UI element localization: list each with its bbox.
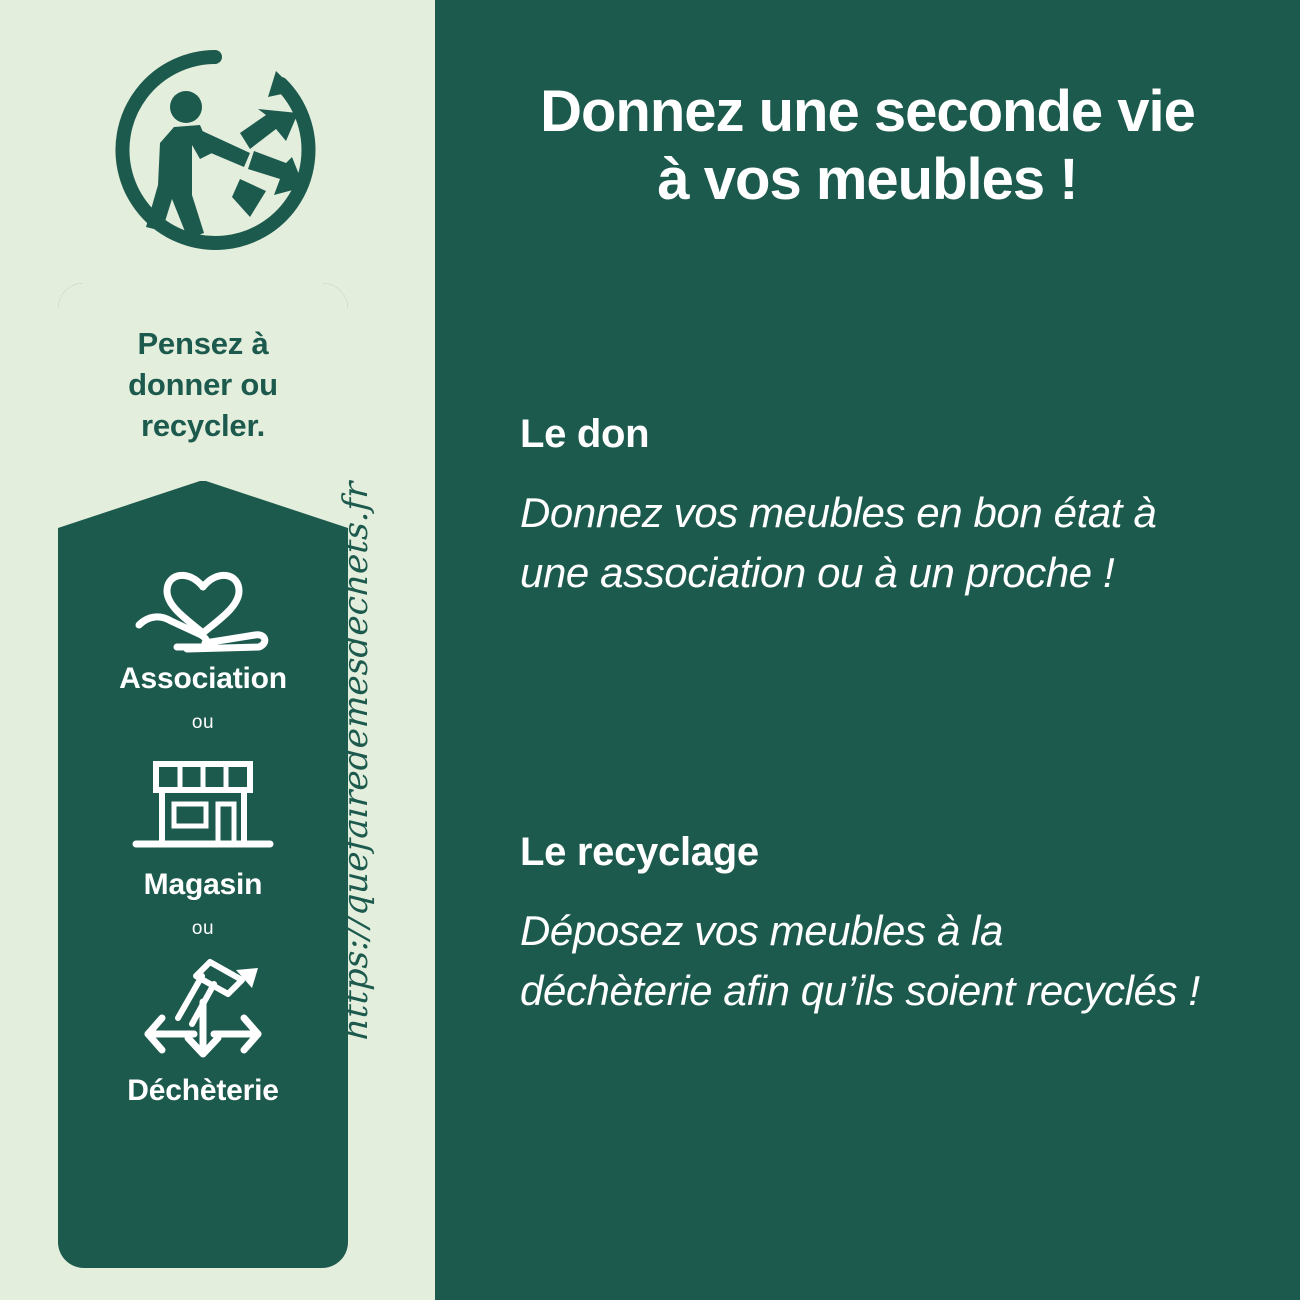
step-dechèterie — [58, 950, 348, 1108]
website-url-text: https://quefairedemesdechets.fr — [336, 480, 376, 1042]
banner-line-2: donner ou — [128, 367, 278, 403]
person-recycling-circle-icon — [100, 45, 330, 260]
step-separator-1: ou — [191, 712, 215, 733]
banner-notch — [58, 480, 348, 528]
left-panel — [0, 0, 435, 1300]
page-title — [475, 78, 1260, 215]
section-body-don: Donnez vos meubles en bon état à une association ou à un proche ! — [520, 489, 1157, 596]
headline-line-1: Donnez une seconde vie — [540, 79, 1195, 144]
shop-storefront-icon — [58, 744, 348, 864]
section-recyclage — [520, 830, 1240, 1020]
section-title-recyclage: Le recyclage — [520, 830, 759, 874]
step-magasin — [58, 744, 348, 902]
step-separator-2: ou — [191, 918, 215, 939]
logo — [100, 45, 330, 260]
step-label-association: Association — [119, 662, 287, 695]
banner — [58, 283, 348, 523]
banner-text — [58, 323, 348, 447]
step-label-dechèterie: Déchèterie — [127, 1074, 279, 1107]
banner-line-1: Pensez à — [137, 326, 269, 361]
headline-line-2: à vos meubles ! — [657, 147, 1078, 213]
step-association — [58, 538, 348, 696]
steps-list — [58, 538, 348, 1108]
heart-in-hand-icon — [58, 538, 348, 658]
steps-column — [58, 283, 348, 1268]
website-url[interactable] — [336, 480, 376, 1040]
section-don — [520, 412, 1240, 602]
section-body-recyclage: Déposez vos meubles à la déchèterie afin qu’ils soient recyclés ! — [520, 907, 1200, 1014]
waste-drop-off-arrows-icon — [58, 950, 348, 1070]
banner-line-3: recycler. — [140, 408, 266, 444]
section-title-don: Le don — [520, 412, 650, 456]
step-label-magasin: Magasin — [143, 868, 263, 901]
right-panel — [435, 0, 1300, 1300]
